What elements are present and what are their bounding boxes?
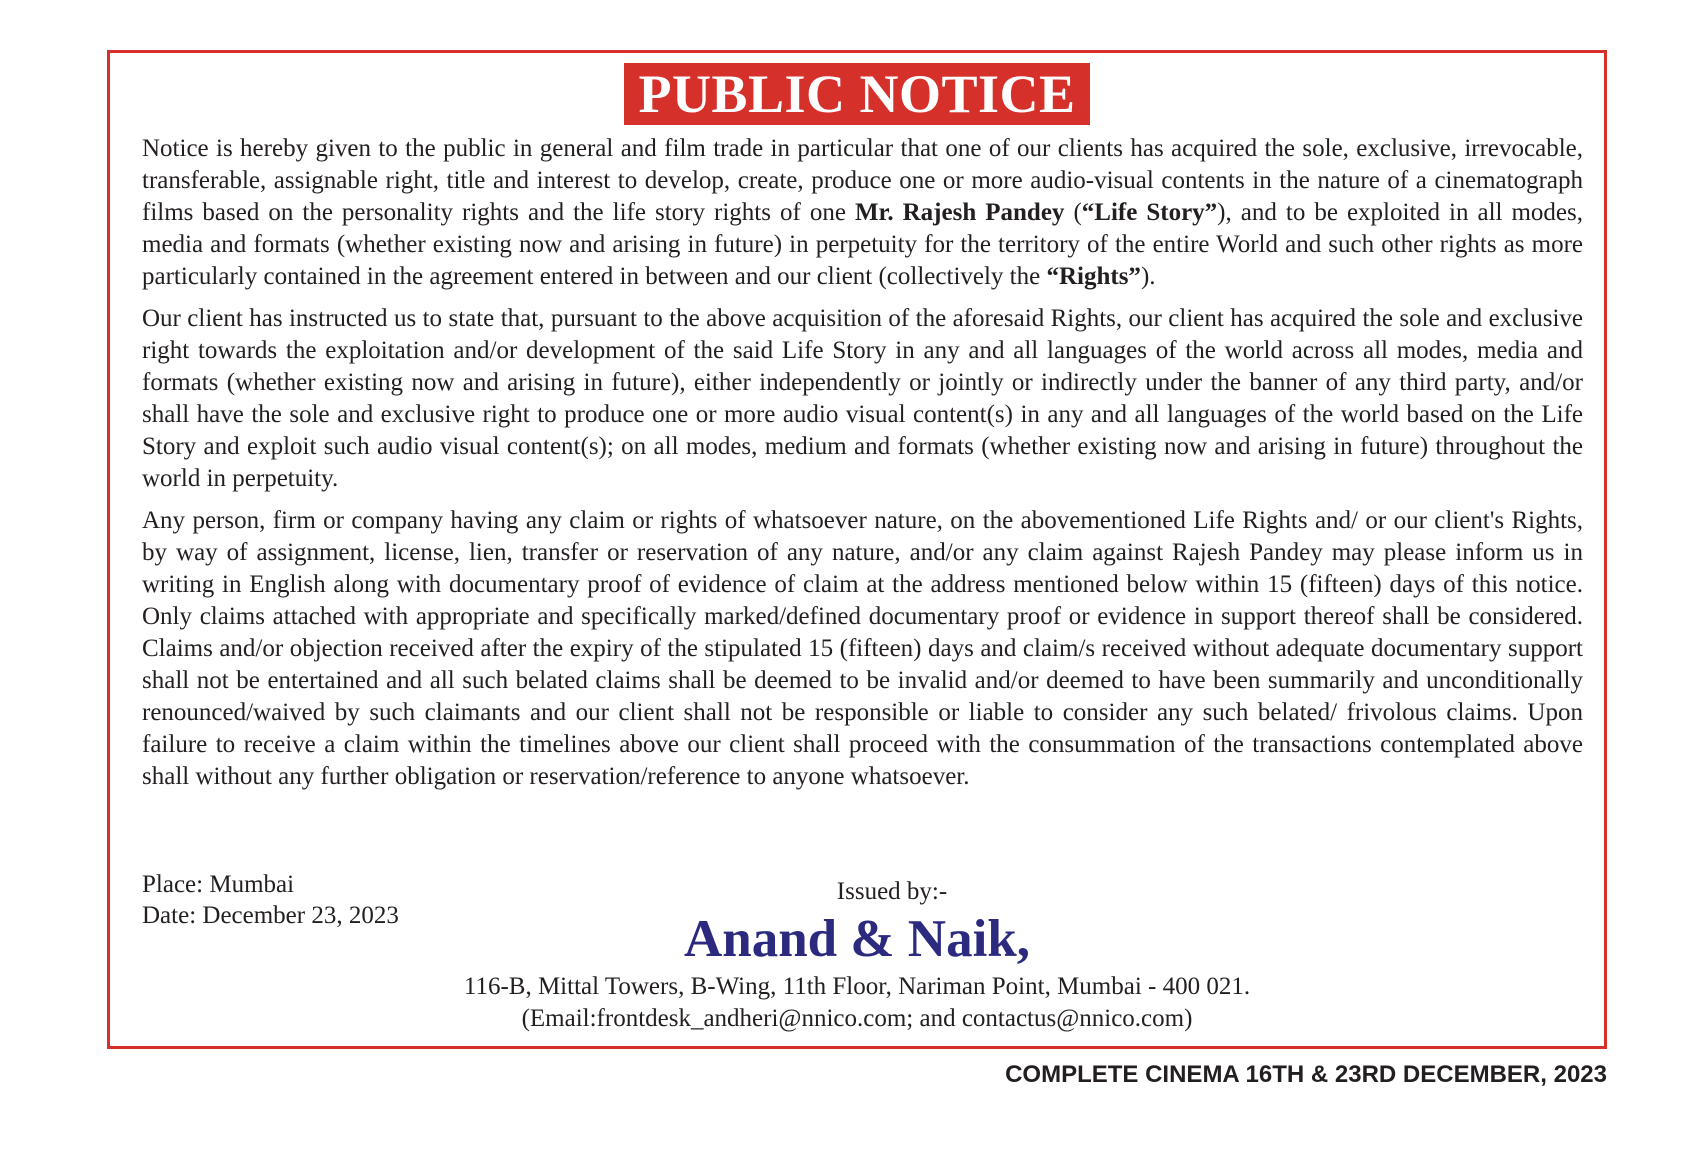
para1-text-1: Notice is hereby given to the public in general and film trade in particular that one of our clients has acquired the sole, exclusive, irrevocable, transferable, assignable right, title and interest to develop, create, produce one or more audio-visual contents in the nature of a cinematograph films based on the personality rights and the life story rights of one	[142, 135, 1583, 226]
title-wrap	[110, 63, 1604, 125]
paragraph-3: Any person, firm or company having any claim or rights of whatsoever nature, on the abovementioned Life Rights and/ or our client's Rights, by way of assignment, license, lien, transfer or reservation of any nature, and/or any claim against Rajesh Pandey may please inform us in writing in English along with documentary proof of evidence of claim at the address mentioned below within 15 (fifteen) days of this notice. Only claims attached with appropriate and specifically marked/defined documentary proof or evidence in support thereof shall be considered. Claims and/or objection received after the expiry of the stipulated 15 (fifteen) days and claim/s received without adequate documentary support shall not be entertained and all such belated claims shall be deemed to be invalid and/or deemed to have been summarily and unconditionally renounced/waived by such claimants and our client shall not be responsible or liable to consider any such belated/ frivolous claims. Upon failure to receive a claim within the timelines above our client shall proceed with the consummation of the transactions contemplated above shall without any further obligation or reservation/reference to anyone whatsoever.	[142, 507, 1583, 790]
publication-credit: COMPLETE CINEMA 16TH & 23RD DECEMBER, 2023	[1005, 1061, 1607, 1088]
para1-text-3: ), and to be exploited in all modes, media and formats (whether existing now and arising in future) in perpetuity for the territory of the entire World and such other rights as more particularly contained in the agreement entered in between and our client (collectively the	[142, 199, 1584, 290]
para1-text-2: (	[1064, 199, 1082, 226]
paragraph-1	[142, 133, 1583, 293]
email-line: (Email:frontdesk_andheri@nnico.com; and contactus@nnico.com)	[521, 1005, 1193, 1032]
issued-by-label: Issued by:-	[836, 878, 948, 905]
notice-body	[142, 133, 1583, 803]
public-notice-box	[107, 50, 1607, 1049]
address-line: 116-B, Mittal Towers, B-Wing, 11th Floor, Nariman Point, Mumbai - 400 021.	[463, 973, 1251, 1000]
place-line: Place: Mumbai	[142, 871, 295, 898]
paragraph-2: Our client has instructed us to state that, pursuant to the above acquisition of the aforesaid Rights, our client has acquired the sole and exclusive right towards the exploitation and/or development of the said Life Story in any and all languages of the world across all modes, media and formats (whether existing now and arising in future), either independently or jointly or indirectly under the banner of any third party, and/or shall have the sole and exclusive right to produce one or more audio visual content(s) in any and all languages of the world based on the Life Story and exploit such audio visual content(s); on all modes, medium and formats (whether existing now and arising in future) throughout the world in perpetuity.	[142, 305, 1583, 492]
life-story-term: “Life Story”	[1081, 199, 1218, 226]
date-line: Date: December 23, 2023	[142, 902, 399, 929]
address-block	[110, 971, 1604, 1035]
rights-term: “Rights”	[1046, 263, 1141, 290]
client-name: Mr. Rajesh Pandey	[854, 199, 1065, 226]
para1-text-4: ).	[1140, 263, 1156, 290]
notice-title: PUBLIC NOTICE	[624, 63, 1089, 125]
firm-name: Anand & Naik,	[683, 910, 1031, 968]
